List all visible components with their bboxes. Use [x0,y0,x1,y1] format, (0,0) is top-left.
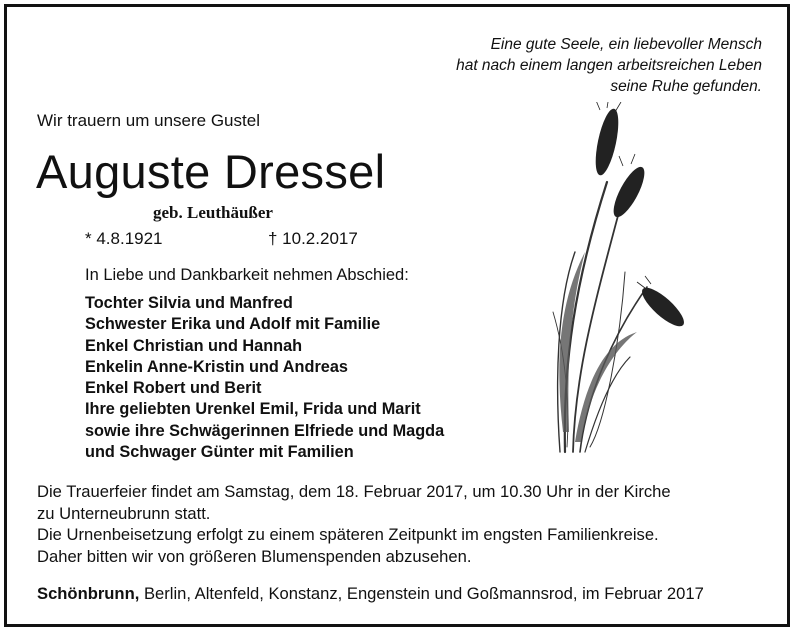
poem-line: seine Ruhe gefunden. [610,78,762,95]
list-item: Schwester Erika und Adolf mit Familie [85,315,381,334]
service-line: zu Unterneubrunn statt. [37,503,211,523]
list-item: Ihre geliebten Urenkel Emil, Frida und Marit [85,400,421,419]
service-line: Die Trauerfeier findet am Samstag, dem 18. Februar 2017, um 10.30 Uhr in der Kirche [37,482,671,501]
death-date: † 10.2.2017 [268,229,358,248]
other-places: Berlin, Altenfeld, Konstanz, Engenstein und Goßmannsrod, im Februar 2017 [139,584,704,603]
poem [456,34,762,97]
list-item: Tochter Silvia und Manfred [85,294,293,312]
list-item: und Schwager Günter mit Familien [85,443,354,462]
main-place: Schönbrunn, [37,584,140,603]
list-item: Enkel Robert und Berit [85,379,262,398]
deceased-name: Auguste Dressel [36,145,386,198]
places-line [37,584,704,604]
service-line: Die Urnenbeisetzung erfolgt zu einem späteren Zeitpunkt im engsten Familienkreise. [37,525,659,544]
maiden-name: geb. Leuthäußer [153,203,273,222]
birth-date: * 4.8.1921 [85,229,163,248]
poem-line: Eine gute Seele, ein liebevoller Mensch [490,36,762,53]
list-item: Enkel Christian und Hannah [85,336,303,355]
list-item: sowie ihre Schwägerinnen Elfriede und Magda [85,421,445,440]
service-info [37,481,777,567]
farewell-line: In Liebe und Dankbarkeit nehmen Abschied: [85,266,409,284]
intro-text: Wir trauern um unsere Gustel [37,111,260,130]
service-line: Daher bitten wir von größeren Blumenspenden abzusehen. [37,546,472,566]
poem-line: hat nach einem langen arbeitsreichen Leben [456,57,762,74]
mourners-list [85,293,444,463]
wheat-illustration [545,102,705,457]
list-item: Enkelin Anne-Kristin und Andreas [85,357,348,376]
